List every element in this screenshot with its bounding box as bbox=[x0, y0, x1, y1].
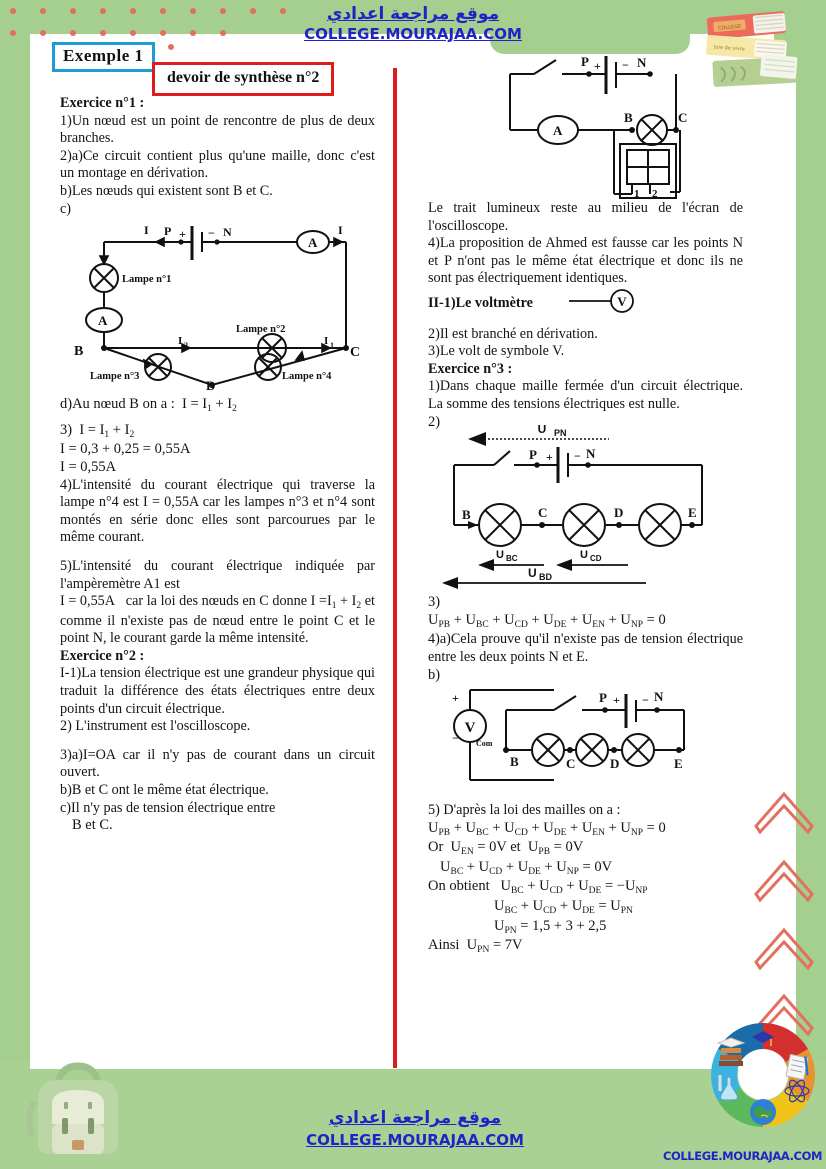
left-p5: 5)L'intensité du courant électrique indiquée par l'ampèremètre A1 est bbox=[60, 557, 375, 592]
svg-text:C: C bbox=[350, 345, 360, 361]
right-e3-4a: 4)a)Cela prouve qu'il n'existe pas de tension électrique entre les deux points N et E. bbox=[428, 631, 743, 665]
svg-text:−: − bbox=[208, 226, 215, 241]
right-e3-5-eq2: Or $U_{EN} = 0V$ et $U_{PB} = 0V$ bbox=[428, 839, 584, 858]
svg-text:+: + bbox=[613, 693, 620, 708]
svg-text:U: U bbox=[580, 549, 588, 562]
svg-text:Lampe n°3: Lampe n°3 bbox=[90, 371, 140, 383]
right-e3-5-eq3: $U_{BC} + U_{CD} + U_{DE} + U_{NP} = 0V$ bbox=[440, 858, 613, 877]
right-e3-5: 5) D'après la loi des mailles on a : bbox=[428, 802, 621, 819]
svg-text:P: P bbox=[529, 447, 537, 463]
svg-text:A: A bbox=[553, 123, 563, 138]
svg-text:2: 2 bbox=[652, 188, 658, 200]
left-p5b: I = 0,55A car la loi des nœuds en C donne $I =I_1 + I_2$ et comme il n'existe pas de nœud entre le point C et le point N, le courant garde la même intensité. bbox=[60, 593, 375, 647]
svg-text:+: + bbox=[452, 691, 459, 706]
site-footer-arabic: موقع مراجعة اعدادي bbox=[328, 1108, 502, 1128]
svg-text:+: + bbox=[546, 450, 553, 465]
right-p-ii2: 2)Il est branché en dérivation. bbox=[428, 325, 598, 342]
left-green-strip bbox=[0, 0, 30, 1169]
svg-text:U: U bbox=[537, 425, 547, 437]
site-header bbox=[0, 4, 826, 44]
right-column bbox=[428, 200, 743, 957]
left-e2-3c: c)Il n'y pas de tension électrique entre bbox=[60, 799, 276, 816]
svg-text:BC: BC bbox=[506, 554, 518, 564]
right-e3-4b-label: b) bbox=[428, 666, 441, 683]
svg-text:N: N bbox=[223, 225, 232, 240]
figure-oscilloscope-circuit bbox=[480, 52, 730, 202]
figure-series-lamps-circuit bbox=[434, 425, 743, 590]
left-eq3-line2: I = 0,55A bbox=[60, 458, 117, 475]
svg-text:CD: CD bbox=[590, 554, 602, 564]
right-p-ii3: 3)Le volt de symbole V. bbox=[428, 343, 565, 360]
svg-text:Lampe n°2: Lampe n°2 bbox=[236, 324, 286, 336]
right-e3-5-eq6: $U_{PN} = 1,5 + 3 + 2,5$ bbox=[494, 917, 607, 936]
exercice1-heading: Exercice n°1 : bbox=[60, 95, 145, 111]
left-pd: d)Au nœud B on a : $I = I_1 + I_2$ bbox=[60, 396, 237, 415]
svg-text:Lampe n°4: Lampe n°4 bbox=[282, 371, 332, 383]
svg-text:V: V bbox=[464, 720, 476, 737]
svg-text:I: I bbox=[178, 335, 183, 348]
svg-text:P: P bbox=[164, 224, 172, 239]
svg-text:−: − bbox=[642, 693, 649, 708]
backpack-icon bbox=[18, 1058, 138, 1163]
right-e3-3-label: 3) bbox=[428, 594, 441, 611]
svg-text:−: − bbox=[574, 449, 581, 464]
voltmeter-symbol-icon bbox=[567, 288, 639, 320]
svg-text:I: I bbox=[144, 223, 149, 238]
svg-text:P: P bbox=[599, 690, 607, 706]
svg-text:B: B bbox=[624, 110, 633, 125]
svg-text:A: A bbox=[98, 313, 108, 329]
voltmetre-line bbox=[428, 288, 743, 320]
svg-text:B: B bbox=[462, 507, 471, 523]
exercice3-heading: Exercice n°3 : bbox=[428, 360, 513, 377]
left-p4: 4)L'intensité du courant électrique qui traverse la lampe n°4 est I = 0,55A car les lampes n°3 et n°4 sont montés en série donc elles sont parcourues par le même courant. bbox=[60, 476, 375, 546]
site-header-url: COLLEGE.MOURAJAA.COM bbox=[304, 25, 522, 43]
svg-text:V: V bbox=[617, 293, 627, 309]
logo-caption: COLLEGE.MOURAJAA.COM bbox=[662, 1149, 822, 1163]
svg-text:Com: Com bbox=[476, 739, 493, 749]
site-footer bbox=[250, 1107, 580, 1151]
site-footer-url: COLLEGE.MOURAJAA.COM bbox=[306, 1131, 524, 1149]
svg-text:U: U bbox=[496, 549, 504, 562]
left-e2-3b: b)B et C ont le même état électrique. bbox=[60, 782, 269, 799]
left-eq3-line1: I = 0,3 + 0,25 = 0,55A bbox=[60, 441, 191, 458]
svg-text:COLLEGE: COLLEGE bbox=[717, 23, 742, 32]
svg-text:−: − bbox=[622, 58, 629, 72]
left-column bbox=[60, 95, 375, 835]
svg-text:Joie de vivre: Joie de vivre bbox=[713, 44, 745, 53]
right-e3-3-eq: $U_{PB} + U_{BC} + U_{CD} + U_{DE} + U_{EN} + U_{NP} = 0$ bbox=[428, 611, 666, 630]
left-e2-3c2: B et C. bbox=[72, 817, 113, 834]
right-e3-5-eq1: $U_{PB} + U_{BC} + U_{CD} + U_{DE} + U_{EN} + U_{NP} = 0$ bbox=[428, 819, 666, 838]
svg-text:+: + bbox=[179, 227, 186, 242]
right-e3-2-label: 2) bbox=[428, 413, 441, 430]
devoir-title-badge: devoir de synthèse n°2 bbox=[152, 62, 334, 96]
svg-text:B: B bbox=[510, 754, 519, 770]
left-p2b: b)Les nœuds qui existent sont B et C. bbox=[60, 182, 273, 199]
svg-text:C: C bbox=[566, 756, 576, 772]
site-logo-wheel-icon bbox=[702, 1014, 824, 1141]
svg-text:A: A bbox=[308, 235, 318, 251]
figure-voltmeter-branch-circuit bbox=[436, 680, 743, 798]
svg-text:BD: BD bbox=[539, 572, 552, 583]
svg-text:U: U bbox=[528, 566, 537, 581]
svg-text:2: 2 bbox=[184, 341, 188, 351]
svg-text:E: E bbox=[674, 756, 683, 772]
svg-text:D: D bbox=[610, 756, 620, 772]
column-divider bbox=[393, 68, 397, 1068]
svg-text:I: I bbox=[338, 223, 343, 238]
right-e3-5-eq4: On obtient $U_{BC} + U_{CD} + U_{DE} = -U_{NP}$ bbox=[428, 878, 648, 897]
svg-text:P: P bbox=[581, 54, 589, 69]
chevron-decorations bbox=[752, 770, 822, 1055]
left-p2c: c) bbox=[60, 200, 72, 217]
left-e2-1: I-1)La tension électrique est une grandeur physique qui traduit la différence des états électriques entre deux points d'un circuit électrique. bbox=[60, 665, 375, 717]
right-p4: 4)La proposition de Ahmed est fausse car les points N et P n'ont pas le même état électrique et donc ils ne sont pas électriquement identiques. bbox=[428, 235, 743, 287]
exercice2-heading: Exercice n°2 : bbox=[60, 647, 145, 664]
svg-text:C: C bbox=[678, 110, 688, 125]
svg-text:D: D bbox=[206, 378, 216, 391]
left-e2-2: 2) L'instrument est l'oscilloscope. bbox=[60, 718, 251, 735]
svg-text:N: N bbox=[637, 55, 647, 70]
svg-text:+: + bbox=[594, 59, 601, 73]
site-header-arabic: موقع مراجعة اعدادي bbox=[326, 4, 500, 24]
svg-text:N: N bbox=[586, 446, 596, 462]
right-p-trait: Le trait lumineux reste au milieu de l'écran de l'oscilloscope. bbox=[428, 200, 743, 234]
right-e3-5-eq5: $U_{BC} + U_{CD} + U_{DE} = U_{PN}$ bbox=[494, 898, 633, 917]
svg-text:B: B bbox=[74, 344, 84, 360]
svg-text:1: 1 bbox=[330, 341, 334, 351]
svg-text:C: C bbox=[538, 505, 548, 521]
svg-text:1: 1 bbox=[634, 188, 640, 200]
left-e2-3a: 3)a)I=OA car il n'y pas de courant dans un circuit ouvert. bbox=[60, 746, 375, 781]
right-e3-5-eq7: Ainsi $U_{PN} = 7V$ bbox=[428, 937, 523, 956]
left-eq3-label: 3) $I = I_1 + I_2$ bbox=[60, 421, 135, 440]
left-p2a: 2)a)Ce circuit contient plus qu'une maille, donc c'est un montage en dérivation. bbox=[60, 147, 375, 182]
svg-text:−: − bbox=[452, 731, 459, 746]
svg-text:N: N bbox=[654, 689, 664, 705]
exemple-badge: Exemple 1 bbox=[52, 42, 155, 72]
figure-derivation-circuit bbox=[60, 220, 375, 390]
svg-text:D: D bbox=[614, 505, 624, 521]
svg-text:PN: PN bbox=[554, 428, 567, 439]
left-p1: 1)Un nœud est un point de rencontre de plus de deux branches. bbox=[60, 112, 375, 147]
right-p-ii1: II-1)Le voltmètre bbox=[428, 294, 533, 311]
right-e3-1: 1)Dans chaque maille fermée d'un circuit électrique. La somme des tensions électriques est nulle. bbox=[428, 378, 743, 412]
svg-text:Lampe n°1: Lampe n°1 bbox=[122, 274, 172, 286]
svg-text:E: E bbox=[688, 505, 697, 521]
svg-text:I: I bbox=[324, 335, 329, 348]
